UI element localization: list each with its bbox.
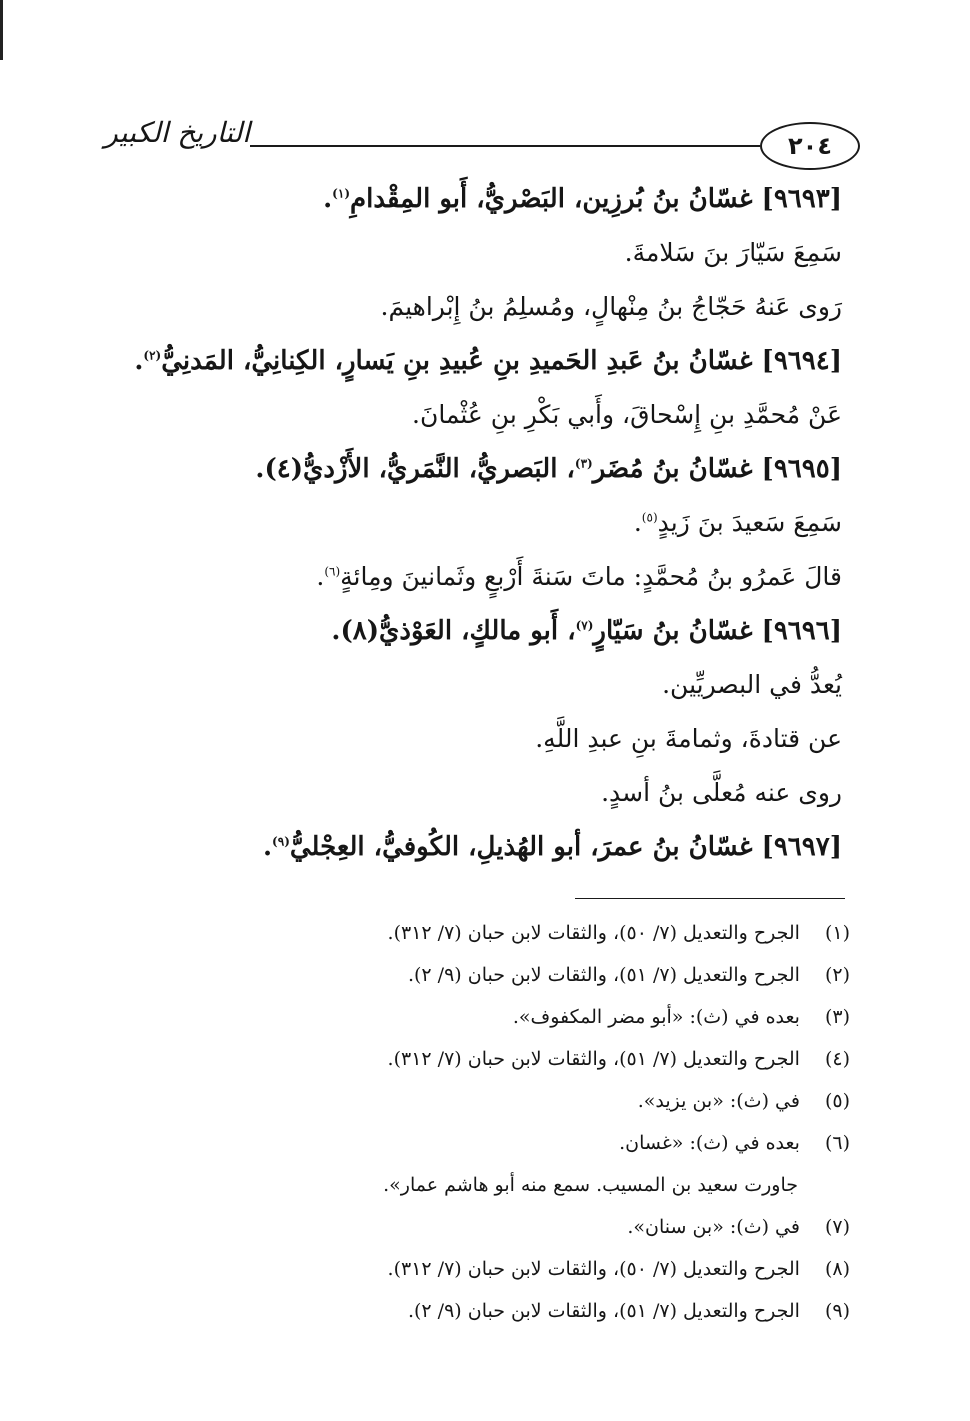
- entry-line-2: [110, 226, 842, 280]
- footnote-ref: (٧): [575, 618, 594, 633]
- line-text: سَمِعَ سَعيدَ بنَ زَيدٍ: [657, 508, 842, 537]
- footnote-ref: (٣): [574, 456, 593, 471]
- entry-line-10: [110, 658, 842, 712]
- entry-line-8: [110, 550, 842, 604]
- line-text: رَوى عَنهُ حَجّاجُ بنُ مِنْهالٍ، ومُسلِمُ بنُ إِبْراهيمَ.: [380, 292, 842, 321]
- footnote-number: (٢): [824, 964, 850, 986]
- footnotes: [240, 912, 850, 1332]
- footnote-number: (٦): [824, 1132, 850, 1154]
- entry-line-12: [110, 766, 842, 820]
- line-text: [٩٦٩٧] غسّانُ بنُ عمرَ، أبو الهُذيلِ، الكُوفيُّ، العِجْليُّ: [289, 832, 842, 862]
- line-end: .: [316, 562, 325, 591]
- footnote-2: [240, 954, 850, 996]
- line-end: .: [262, 832, 273, 862]
- page-number-badge: [760, 122, 860, 170]
- footnote-ref: (٩): [272, 834, 290, 849]
- main-text: [110, 172, 842, 874]
- footnote-text: الجرح والتعديل (٧/ ٥٠)، والثقات لابن حبان (٧/ ٣١٢).: [387, 922, 800, 944]
- line-text: سَمِعَ سَيّارَ بنَ سَلامةَ.: [624, 238, 842, 267]
- book-title: التاريخ الكبير: [104, 116, 250, 149]
- footnote-text: الجرح والتعديل (٧/ ٥٠)، والثقات لابن حبان (٧/ ٣١٢).: [387, 1258, 800, 1280]
- footnote-text: الجرح والتعديل (٧/ ٥١)، والثقات لابن حبان (٧/ ٣١٢).: [387, 1048, 800, 1070]
- line-text: [٩٦٩٤] غسّانُ بنُ عَبدِ الحَميدِ بنِ عُبيدِ بنِ يَسارٍ، الكِنانِيُّ، المَدنِيُّ: [161, 346, 842, 376]
- footnote-ref: (١): [332, 186, 350, 201]
- footnote-number: (٥): [824, 1090, 850, 1112]
- footnote-number: (١): [824, 922, 850, 944]
- entry-line-11: [110, 712, 842, 766]
- footnote-text: جاورت سعيد بن المسيب. سمع منه أبو هاشم عمار».: [383, 1174, 798, 1196]
- line-text: [٩٦٩٥] غسّانُ بنُ مُضَر: [592, 454, 842, 484]
- footnote-number: (٤): [824, 1048, 850, 1070]
- line-text: قالَ عَمرُو بنُ مُحمَّدٍ: ماتَ سَنةَ أَرْبعٍ وثَمانينَ ومِائةٍ: [340, 562, 842, 591]
- footnote-number: (٩): [824, 1300, 850, 1322]
- footnote-separator: [575, 898, 845, 899]
- footnote-3: [240, 996, 850, 1038]
- footnote-6: [240, 1122, 850, 1164]
- footnote-text: في (ث): «بن يزيد».: [637, 1090, 800, 1112]
- footnote-ref: (٦): [324, 564, 341, 579]
- line-text: [٩٦٩٦] غسّانُ بنُ سَيّارٍ: [593, 616, 842, 646]
- line-end: .: [633, 508, 642, 537]
- line-end: ، البَصريُّ، النَّمَريُّ، الأَزْديُّ(٤).: [255, 454, 575, 484]
- line-end: .: [323, 184, 333, 214]
- footnote-text: بعده في (ث): «أبو مضر المكفوف».: [512, 1006, 800, 1028]
- entry-line-7: [110, 496, 842, 550]
- line-text: [٩٦٩٣] غسّانُ بنُ بُرزِين، البَصْريُّ، أَبو المِقْدامِ: [350, 184, 842, 214]
- footnote-6-continuation: [240, 1164, 850, 1206]
- line-text: روى عنه مُعلَّى بنُ أسدٍ.: [601, 778, 842, 807]
- footnote-7: [240, 1206, 850, 1248]
- entry-line-3: [110, 280, 842, 334]
- footnote-number: (٨): [824, 1258, 850, 1280]
- line-end: ، أَبو مالكٍ، العَوْذيُّ(٨).: [331, 616, 576, 646]
- footnote-text: الجرح والتعديل (٧/ ٥١)، والثقات لابن حبان (٩/ ٢).: [407, 1300, 800, 1322]
- entry-line-9: [110, 604, 842, 658]
- page-edge-mark: [0, 0, 3, 60]
- footnote-ref: (٢): [143, 348, 162, 363]
- footnote-5: [240, 1080, 850, 1122]
- line-text: يُعدُّ في البصريِّين.: [662, 670, 842, 699]
- line-end: .: [134, 346, 144, 376]
- entry-line-13: [110, 820, 842, 874]
- line-text: عن قتادةَ، وثمامةَ بنِ عبدِ اللَّهِ.: [535, 724, 842, 753]
- entry-line-5: [110, 388, 842, 442]
- footnote-text: في (ث): «بن سنان».: [627, 1216, 800, 1238]
- footnote-number: (٣): [824, 1006, 850, 1028]
- footnote-8: [240, 1248, 850, 1290]
- line-text: عَنْ مُحمَّدِ بنِ إِسْحاقَ، وأَبي بَكْرِ بنِ عُثْمانَ.: [412, 400, 842, 429]
- footnote-4: [240, 1038, 850, 1080]
- entry-line-4: [110, 334, 842, 388]
- footnote-9: [240, 1290, 850, 1332]
- running-header: [100, 112, 860, 168]
- entry-line-1: [110, 172, 842, 226]
- footnote-number: (٧): [824, 1216, 850, 1238]
- footnote-ref: (٥): [641, 510, 658, 525]
- header-rule: [250, 145, 760, 147]
- page-number: ٢٠٤: [788, 132, 832, 160]
- footnote-1: [240, 912, 850, 954]
- footnote-text: الجرح والتعديل (٧/ ٥١)، والثقات لابن حبان (٩/ ٢).: [407, 964, 800, 986]
- footnote-text: بعده في (ث): «غسان.: [619, 1132, 800, 1154]
- entry-line-6: [110, 442, 842, 496]
